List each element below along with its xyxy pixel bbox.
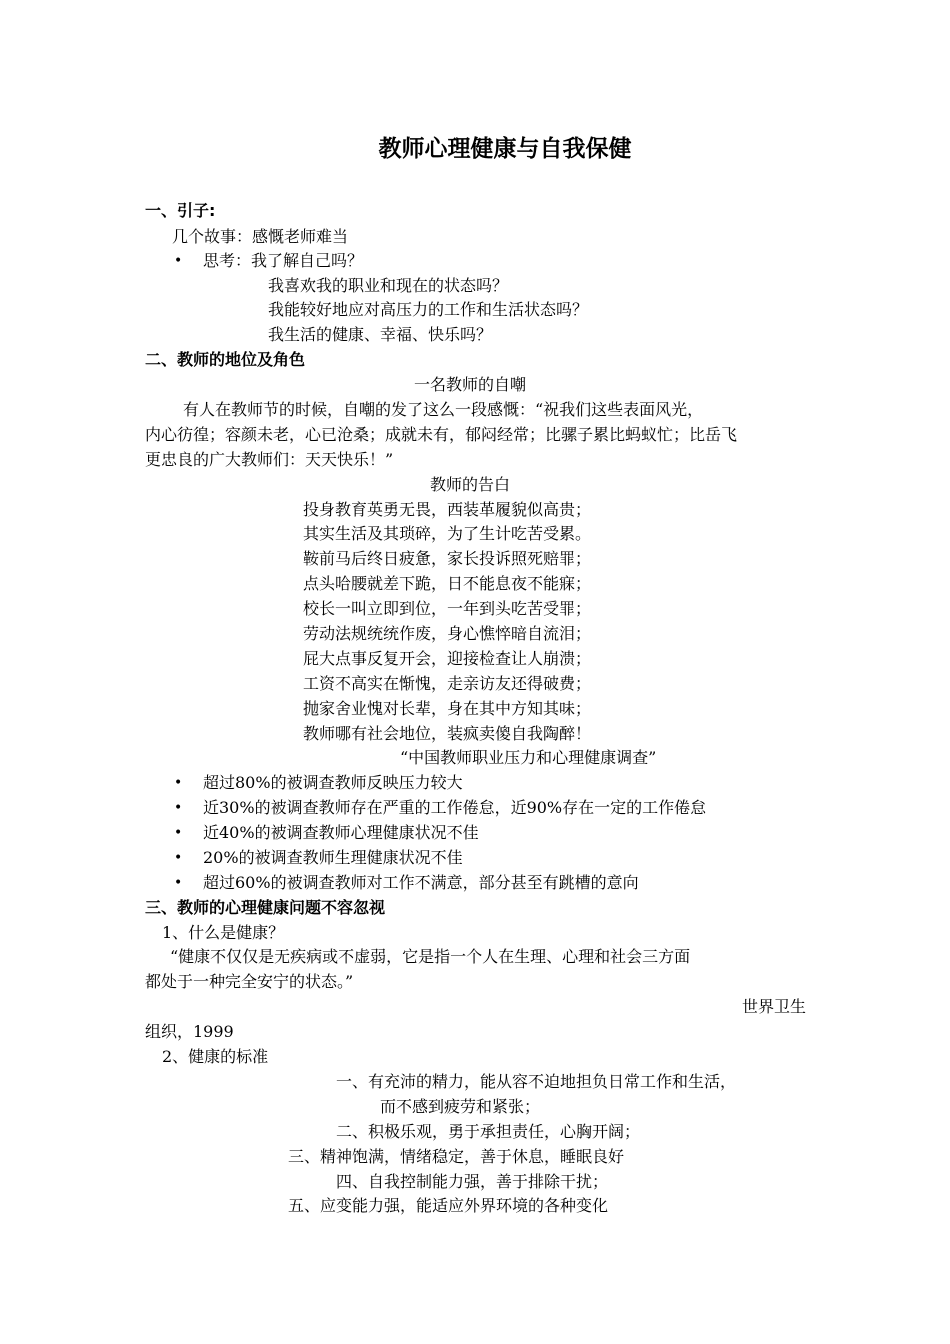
bullet-marker: • [174, 800, 183, 816]
survey-item: 近30%的被调查教师存在严重的工作倦怠，近90%存在一定的工作倦怠 [203, 798, 707, 817]
poem-line: 劳动法规统统作废，身心憔悴暗自流泪； [303, 624, 592, 643]
bullet-marker: • [174, 850, 183, 866]
section-heading-1: 一、引子: [145, 201, 216, 220]
question-line: 我生活的健康、幸福、快乐吗？ [268, 325, 493, 344]
poem-line: 抛家舍业愧对长辈，身在其中方知其味； [303, 699, 592, 718]
question-what-is-health: 1、什么是健康？ [162, 923, 285, 942]
subheading-confession: 教师的告白 [429, 475, 510, 494]
survey-item: 超过60%的被调查教师对工作不满意，部分甚至有跳槽的意向 [203, 873, 639, 892]
quote-source: 世界卫生 [741, 997, 806, 1016]
standard-item: 五、应变能力强，能适应外界环境的各种变化 [288, 1196, 609, 1215]
section-heading-2: 二、教师的地位及角色 [145, 350, 306, 369]
poem-line: 工资不高实在惭愧，走亲访友还得破费； [303, 674, 592, 693]
subheading-self-mockery: 一名教师的自嘲 [413, 375, 526, 394]
paragraph-line: 有人在教师节的时候，自嘲的发了这么一段感慨：“祝我们这些表面风光， [183, 400, 704, 419]
standard-item: 三、精神饱满，情绪稳定，善于休息，睡眠良好 [288, 1147, 625, 1166]
who-quote-line: 都处于一种完全安宁的状态。” [145, 972, 354, 991]
question-line: 我能较好地应对高压力的工作和生活状态吗？ [268, 300, 589, 319]
story-line: 几个故事：感慨老师难当 [172, 227, 349, 246]
section-heading-3: 三、教师的心理健康问题不容忽视 [145, 898, 386, 917]
poem-line: 校长一叫立即到位，一年到头吃苦受罪； [303, 599, 592, 618]
question-line: 我喜欢我的职业和现在的状态吗？ [268, 276, 509, 295]
page-title: 教师心理健康与自我保健 [378, 136, 632, 162]
bullet-marker: • [174, 775, 183, 791]
standard-item: 四、自我控制能力强，善于排除干扰； [336, 1172, 609, 1191]
who-quote-line: “健康不仅仅是无疾病或不虚弱，它是指一个人在生理、心理和社会三方面 [170, 947, 691, 966]
paragraph-line: 更忠良的广大教师们：天天快乐！” [145, 450, 394, 469]
bullet-marker: • [174, 253, 183, 269]
poem-line: 其实生活及其琐碎，为了生计吃苦受累。 [303, 524, 592, 543]
survey-item: 近40%的被调查教师心理健康状况不佳 [203, 823, 479, 842]
survey-item: 20%的被调查教师生理健康状况不佳 [203, 848, 463, 867]
poem-line: 点头哈腰就差下跪，日不能息夜不能寐； [303, 574, 592, 593]
poem-line: 教师哪有社会地位，装疯卖傻自我陶醉！ [303, 724, 592, 743]
poem-line: 屁大点事反复开会，迎接检查让人崩溃； [303, 649, 592, 668]
think-line: 思考：我了解自己吗？ [203, 251, 364, 270]
poem-line: 投身教育英勇无畏，西装革履貌似高贵； [303, 500, 592, 519]
survey-item: 超过80%的被调查教师反映压力较大 [203, 773, 463, 792]
paragraph-line: 内心彷徨；容颜未老，心已沧桑；成就未有，郁闷经常；比骡子累比蚂蚁忙；比岳飞 [145, 425, 738, 444]
bullet-marker: • [174, 825, 183, 841]
poem-line: 鞍前马后终日疲惫，家长投诉照死赔罪； [303, 549, 592, 568]
standard-item-continued: 而不感到疲劳和紧张； [380, 1097, 541, 1116]
bullet-marker: • [174, 875, 183, 891]
quote-source-continued: 组织，1999 [145, 1022, 234, 1041]
health-standards-heading: 2、健康的标准 [162, 1047, 269, 1066]
standard-item: 一、有充沛的精力，能从容不迫地担负日常工作和生活， [336, 1072, 737, 1091]
survey-title: “中国教师职业压力和心理健康调查” [400, 748, 657, 767]
standard-item: 二、积极乐观，勇于承担责任，心胸开阔； [336, 1122, 641, 1141]
